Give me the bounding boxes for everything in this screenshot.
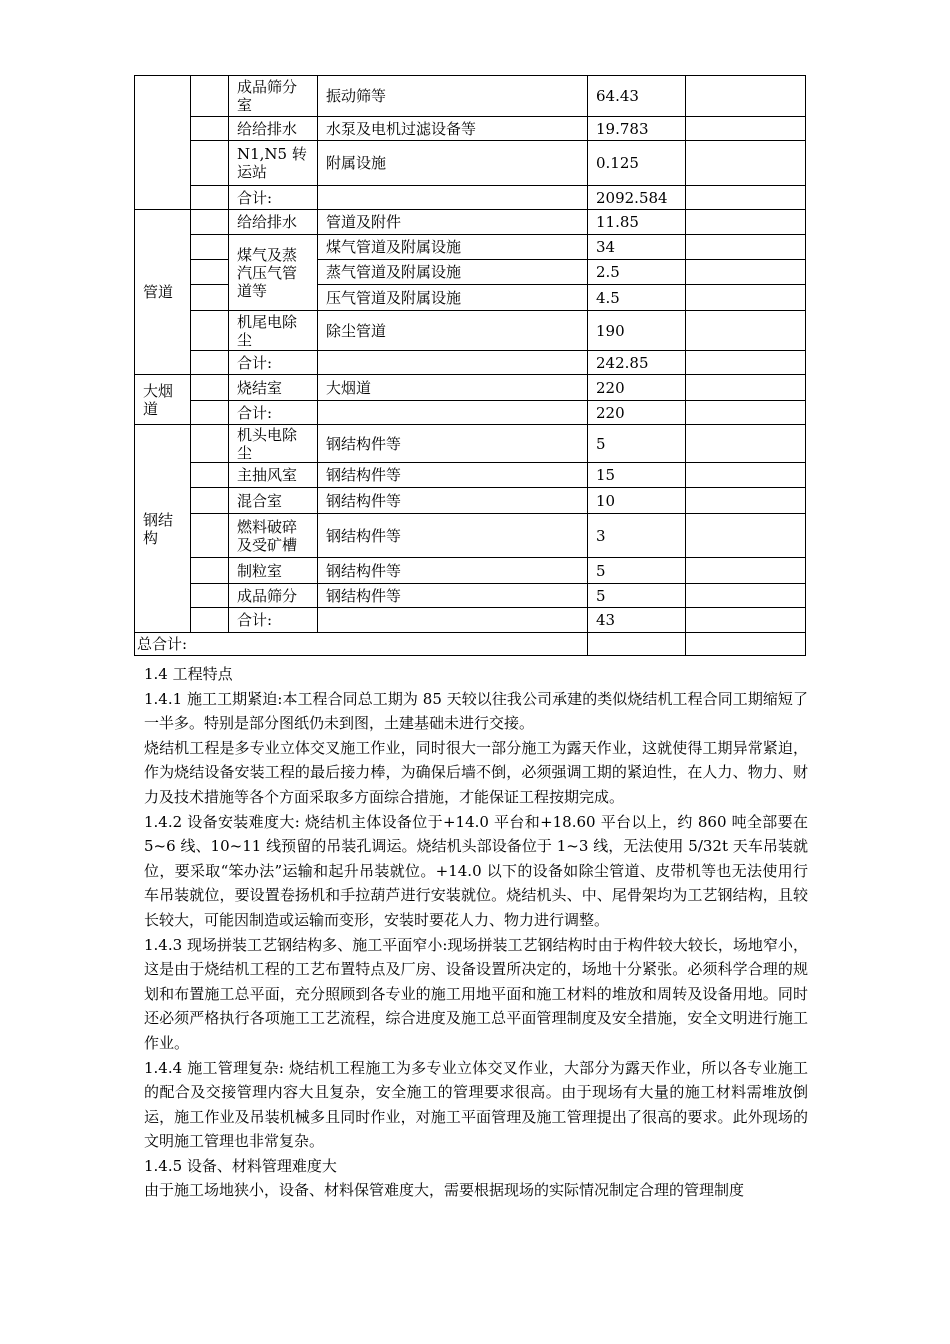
value-cell: 3 — [588, 514, 686, 558]
blank-cell — [191, 141, 229, 186]
subitem-cell: 燃料破碎及受矿槽 — [229, 514, 318, 558]
blank-cell — [686, 488, 806, 514]
content-cell: 钢结构件等 — [318, 488, 588, 514]
content-cell: 钢结构件等 — [318, 558, 588, 584]
subitem-cell: 混合室 — [229, 488, 318, 514]
content-cell: 水泵及电机过滤设备等 — [318, 117, 588, 141]
blank-cell — [191, 76, 229, 117]
blank-cell — [686, 514, 806, 558]
paragraph: 1.4.1 施工工期紧迫:本工程合同总工期为 85 天较以往我公司承建的类似烧结机工程合同工期缩短了一半多。特别是部分图纸仍未到图，土建基础未进行交接。 — [144, 689, 808, 733]
value-cell: 4.5 — [588, 285, 686, 311]
value-cell: 15 — [588, 463, 686, 488]
table-row — [135, 463, 806, 488]
grand-total-row — [135, 633, 806, 656]
subsection-heading: 1.4.5 设备、材料管理难度大 — [144, 1156, 337, 1175]
table-row — [135, 514, 806, 558]
quantity-table — [134, 75, 806, 656]
blank-cell — [686, 633, 806, 656]
paragraph: 烧结机工程是多专业立体交叉施工作业，同时很大一部分施工为露天作业，这就使得工期异常紧迫，作为烧结设备安装工程的最后接力棒，为确保后墙不倒，必须强调工期的紧迫性，在人力、物力、财力及技术措施等各个方面采取多方面综合措施，才能保证工程按期完成。 — [144, 738, 808, 806]
blank-cell — [191, 186, 229, 210]
subtotal-label: 合计: — [229, 608, 318, 633]
grand-total-label: 总合计: — [135, 633, 588, 656]
blank-cell — [686, 141, 806, 186]
content-cell: 压气管道及附属设施 — [318, 285, 588, 311]
category-cell: 钢结构 — [135, 425, 191, 633]
subitem-cell: N1,N5 转运站 — [229, 141, 318, 186]
content-cell: 钢结构件等 — [318, 463, 588, 488]
blank-cell — [686, 425, 806, 463]
table-row — [135, 117, 806, 141]
body-text — [144, 662, 808, 1203]
value-cell: 5 — [588, 584, 686, 608]
blank-cell — [686, 311, 806, 351]
table-row — [135, 608, 806, 633]
subtotal-label: 合计: — [229, 401, 318, 425]
blank-cell — [686, 186, 806, 210]
category-cell: 管道 — [135, 210, 191, 375]
content-cell: 钢结构件等 — [318, 425, 588, 463]
subtotal-label: 合计: — [229, 186, 318, 210]
content-cell — [318, 351, 588, 375]
paragraph: 1.4.4 施工管理复杂: 烧结机工程施工为多专业立体交叉作业，大部分为露天作业，所以各专业施工的配合及交接管理内容大且复杂，安全施工的管理要求很高。由于现场有大量的施工材料需堆放倒运，施工作业及吊装机械多且同时作业，对施工平面管理及施工管理提出了很高的要求。此外现场的文明施工管理也非常复杂。 — [144, 1058, 808, 1151]
blank-cell — [191, 351, 229, 375]
value-cell: 242.85 — [588, 351, 686, 375]
blank-cell — [191, 608, 229, 633]
content-cell: 附属设施 — [318, 141, 588, 186]
content-cell: 钢结构件等 — [318, 514, 588, 558]
table-row — [135, 311, 806, 351]
table-row — [135, 186, 806, 210]
blank-cell — [686, 375, 806, 401]
subitem-cell: 给给排水 — [229, 210, 318, 235]
blank-cell — [686, 351, 806, 375]
paragraph: 1.4.2 设备安装难度大: 烧结机主体设备位于+14.0 平台和+18.60 平台以上，约 860 吨全部要在 5~6 线、10~11 线预留的吊装孔调运。烧结机头部设备位于 1~3 线，无法使用 5/32t 天车吊装就位，要采取“笨办法”运输和起升吊装就位。+14.0 以下的设备如除尘管道、皮带机等也无法使用行车吊装就位，要设置卷扬机和手拉葫芦进行安装就位。烧结机头、中、尾骨架均为工艺钢结构，且较长较大，可能因制造或运输而变形，安装时要花人力、物力进行调整。 — [144, 812, 808, 929]
value-cell: 220 — [588, 401, 686, 425]
value-cell: 5 — [588, 558, 686, 584]
blank-cell — [191, 375, 229, 401]
blank-cell — [191, 401, 229, 425]
content-cell: 蒸气管道及附属设施 — [318, 260, 588, 285]
blank-cell — [686, 401, 806, 425]
blank-cell — [191, 285, 229, 311]
blank-cell — [191, 311, 229, 351]
value-cell: 190 — [588, 311, 686, 351]
table-row — [135, 584, 806, 608]
content-cell — [318, 186, 588, 210]
subitem-cell: 机尾电除尘 — [229, 311, 318, 351]
table-row — [135, 141, 806, 186]
value-cell: 19.783 — [588, 117, 686, 141]
section-heading: 1.4 工程特点 — [144, 665, 233, 683]
category-cell: 大烟道 — [135, 375, 191, 425]
content-cell: 钢结构件等 — [318, 584, 588, 608]
value-cell: 2.5 — [588, 260, 686, 285]
value-cell: 10 — [588, 488, 686, 514]
subitem-cell: 烧结室 — [229, 375, 318, 401]
blank-cell — [191, 463, 229, 488]
subitem-cell: 成品筛分 — [229, 584, 318, 608]
content-cell: 管道及附件 — [318, 210, 588, 235]
value-cell: 5 — [588, 425, 686, 463]
value-cell: 2092.584 — [588, 186, 686, 210]
subitem-cell: 成品筛分室 — [229, 76, 318, 117]
subitem-cell: 给给排水 — [229, 117, 318, 141]
content-cell — [318, 608, 588, 633]
value-cell: 34 — [588, 235, 686, 260]
value-cell: 64.43 — [588, 76, 686, 117]
blank-cell — [686, 76, 806, 117]
blank-cell — [191, 235, 229, 260]
blank-cell — [686, 260, 806, 285]
subitem-cell: 煤气及蒸汽压气管道等 — [229, 235, 318, 311]
blank-cell — [686, 117, 806, 141]
value-cell: 0.125 — [588, 141, 686, 186]
table-row — [135, 488, 806, 514]
content-cell: 振动筛等 — [318, 76, 588, 117]
blank-cell — [191, 584, 229, 608]
blank-cell — [191, 514, 229, 558]
subitem-cell: 机头电除尘 — [229, 425, 318, 463]
subitem-cell: 制粒室 — [229, 558, 318, 584]
table-row — [135, 76, 806, 117]
blank-cell — [191, 260, 229, 285]
category-cell — [135, 76, 191, 210]
table-row — [135, 210, 806, 235]
blank-cell — [686, 463, 806, 488]
value-cell: 220 — [588, 375, 686, 401]
blank-cell — [686, 608, 806, 633]
blank-cell — [191, 117, 229, 141]
content-cell — [318, 401, 588, 425]
value-cell — [588, 633, 686, 656]
blank-cell — [686, 558, 806, 584]
blank-cell — [686, 235, 806, 260]
blank-cell — [686, 584, 806, 608]
blank-cell — [191, 425, 229, 463]
table-row — [135, 558, 806, 584]
paragraph: 由于施工场地狭小，设备、材料保管难度大，需要根据现场的实际情况制定合理的管理制度 — [144, 1181, 745, 1200]
table-row — [135, 235, 806, 260]
blank-cell — [686, 210, 806, 235]
table-row — [135, 401, 806, 425]
table-row — [135, 425, 806, 463]
content-cell: 大烟道 — [318, 375, 588, 401]
table-row — [135, 375, 806, 401]
content-cell: 煤气管道及附属设施 — [318, 235, 588, 260]
table-row — [135, 351, 806, 375]
blank-cell — [191, 558, 229, 584]
blank-cell — [191, 488, 229, 514]
value-cell: 11.85 — [588, 210, 686, 235]
value-cell: 43 — [588, 608, 686, 633]
paragraph: 1.4.3 现场拼装工艺钢结构多、施工平面窄小:现场拼装工艺钢结构时由于构件较大较长，场地窄小，这是由于烧结机工程的工艺布置特点及厂房、设备设置所决定的，场地十分紧张。必须科学合理的规划和布置施工总平面，充分照顾到各专业的施工用地平面和施工材料的堆放和周转及设备用地。同时还必须严格执行各项施工工艺流程，综合进度及施工总平面管理制度及安全措施，安全文明进行施工作业。 — [144, 935, 808, 1052]
subtotal-label: 合计: — [229, 351, 318, 375]
content-cell: 除尘管道 — [318, 311, 588, 351]
blank-cell — [191, 210, 229, 235]
subitem-cell: 主抽风室 — [229, 463, 318, 488]
blank-cell — [686, 285, 806, 311]
